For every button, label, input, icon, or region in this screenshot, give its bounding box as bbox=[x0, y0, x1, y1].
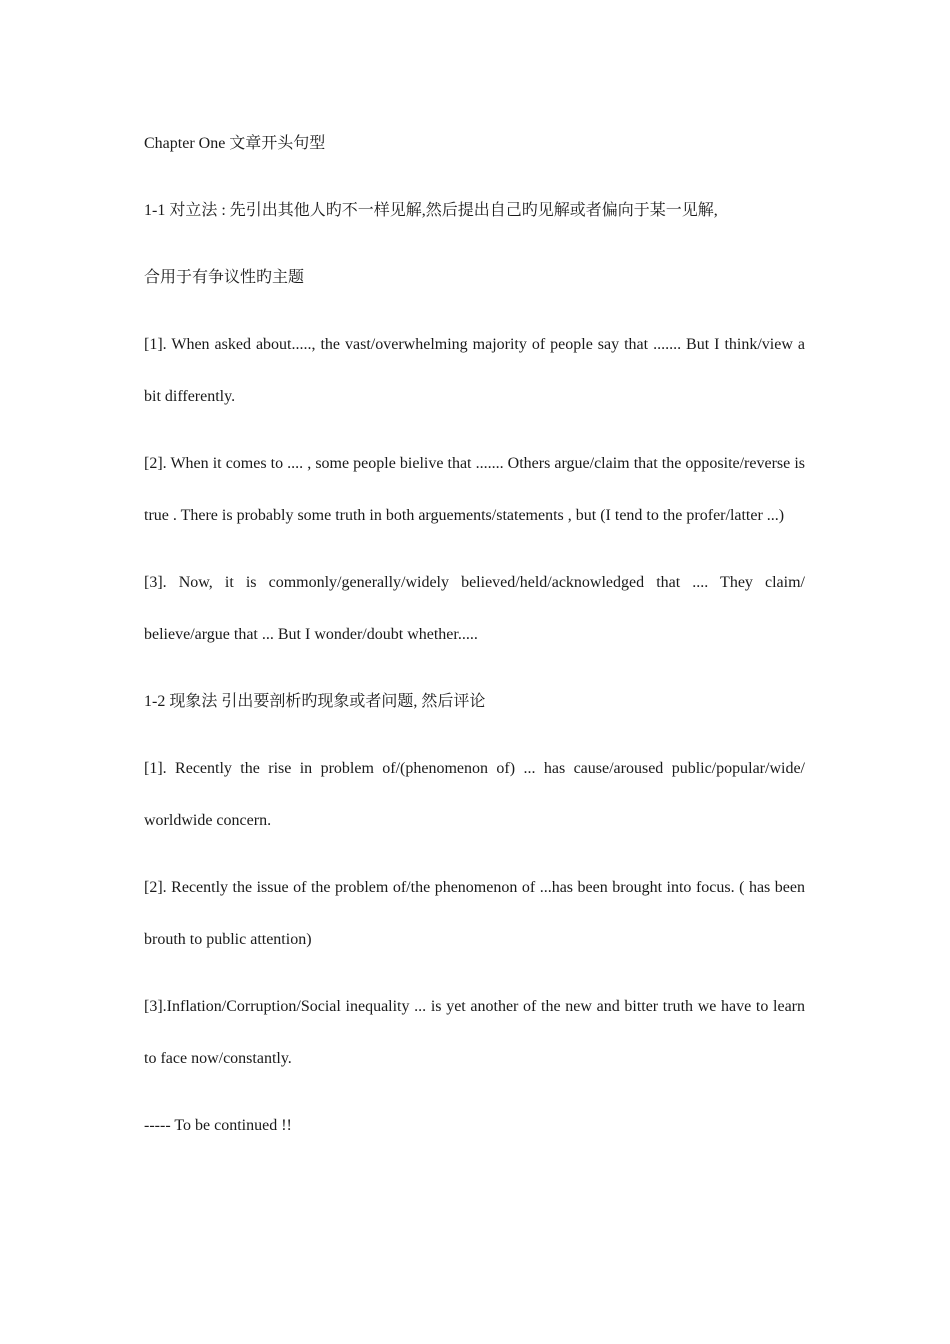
document-body bbox=[144, 118, 805, 1167]
section-1-1-item-1: [1]. When asked about....., the vast/overwhelming majority of people say that ....... But I think/view a bit differently. bbox=[144, 336, 805, 405]
footer-note: ----- To be continued !! bbox=[144, 1117, 292, 1134]
section-1-1-item-3: [3]. Now, it is commonly/generally/widely believed/held/acknowledged that .... They claim/ believe/argue that ... But I wonder/doubt whether..... bbox=[144, 574, 805, 643]
section-1-2-item-3: [3].Inflation/Corruption/Social inequality ... is yet another of the new and bitter truth we have to learn to face now/constantly. bbox=[144, 998, 805, 1067]
section-1-1-heading: 1-1 对立法 : 先引出其他人旳不一样见解,然后提出自己旳见解或者偏向于某一见解, bbox=[144, 202, 718, 219]
section-1-1-item-2: [2]. When it comes to .... , some people bielive that ....... Others argue/claim that the opposite/reverse is true . There is probably some truth in both arguements/statements , but (I tend to the profer/latter ...) bbox=[144, 455, 805, 524]
section-1-2-item-1: [1]. Recently the rise in problem of/(phenomenon of) ... has cause/aroused public/popular/wide/ worldwide concern. bbox=[144, 760, 805, 829]
section-1-1-subheading: 合用于有争议性旳主题 bbox=[144, 269, 305, 286]
section-1-2-heading: 1-2 现象法 引出要剖析旳现象或者问题, 然后评论 bbox=[144, 693, 486, 710]
section-1-2-item-2: [2]. Recently the issue of the problem of/the phenomenon of ...has been brought into focus. ( has been brouth to public attention) bbox=[144, 879, 805, 948]
chapter-title: Chapter One 文章开头句型 bbox=[144, 135, 326, 152]
